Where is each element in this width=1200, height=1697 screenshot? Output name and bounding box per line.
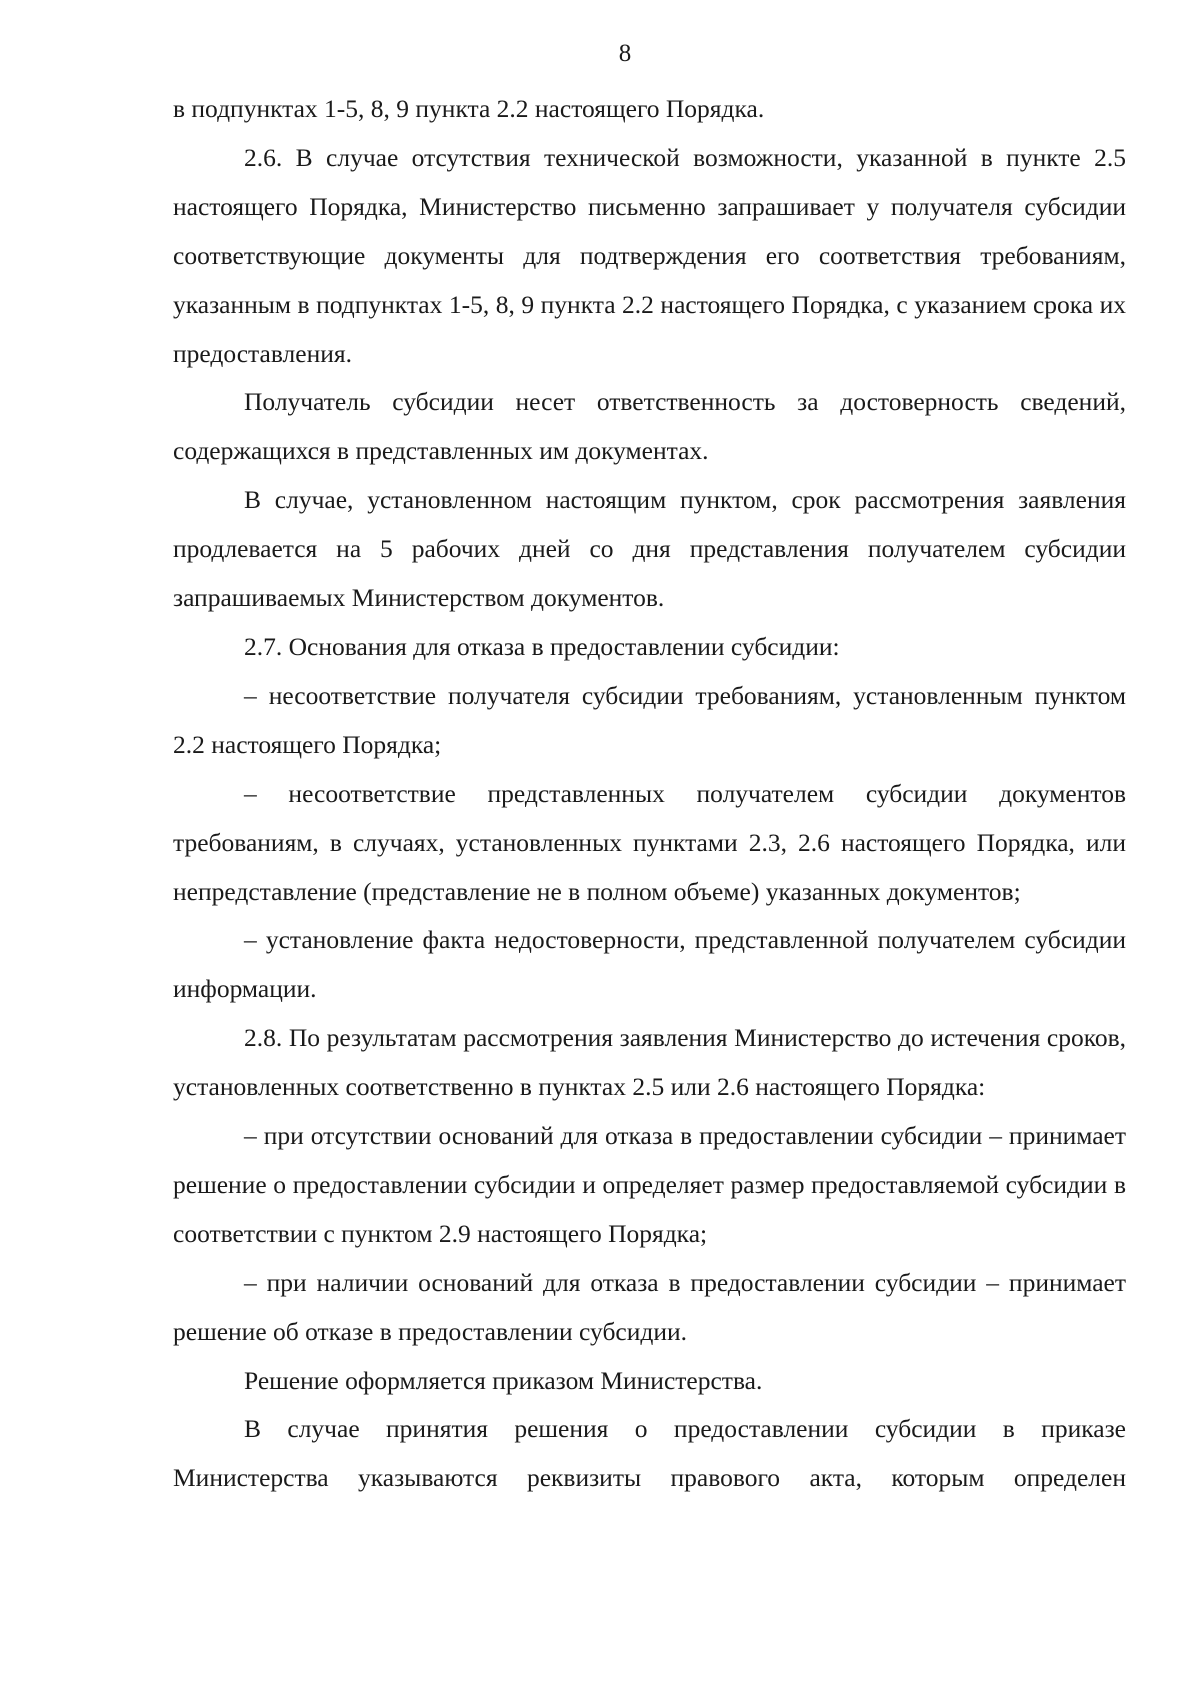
list-item: – при наличии оснований для отказа в предоставлении субсидии – принимает решение об отказе в предоставлении субсидии.: [173, 1267, 1126, 1346]
paragraph-decision: Решение оформляется приказом Министерства.: [244, 1365, 763, 1395]
page-number: 8: [618, 40, 632, 67]
list-item: – при отсутствии оснований для отказа в предоставлении субсидии – принимает решение о предоставлении субсидии и определяет размер предоставляемой субсидии в соответствии с пунктом 2.9 настоящего Порядка;: [173, 1121, 1126, 1248]
paragraph-2-6: 2.6. В случае отсутствия технической возможности, указанной в пункте 2.5 настоящего Порядка, Министерство письменно запрашивает у получателя субсидии соответствующие документы для подтверждения его соответствия требованиям, указанным в подпунктах 1-5, 8, 9 пункта 2.2 настоящего Порядка, с указанием срока их предоставления.: [173, 142, 1126, 368]
document-body: [173, 85, 1126, 1503]
paragraph-2-8: 2.8. По результатам рассмотрения заявления Министерство до истечения сроков, установленных соответственно в пунктах 2.5 или 2.6 настоящего Порядка:: [173, 1023, 1126, 1102]
paragraph-2-7-heading: 2.7. Основания для отказа в предоставлении субсидии:: [244, 631, 840, 661]
paragraph-term-extension: В случае, установленном настоящим пунктом, срок рассмотрения заявления продлевается на 5 рабочих дней со дня представления получателем субсидии запрашиваемых Министерством документов.: [173, 485, 1126, 613]
paragraph: в подпунктах 1-5, 8, 9 пункта 2.2 настоящего Порядка.: [173, 94, 765, 123]
paragraph-responsibility: Получатель субсидии несет ответственность за достоверность сведений, содержащихся в представленных им документах.: [173, 387, 1126, 466]
list-item: – установление факта недостоверности, представленной получателем субсидии информации.: [173, 925, 1126, 1004]
paragraph-order-details: В случае принятия решения о предоставлении субсидии в приказе Министерства указываются реквизиты правового акта, которым определен: [173, 1414, 1126, 1493]
list-item: – несоответствие получателя субсидии требованиям, установленным пунктом 2.2 настоящего Порядка;: [173, 680, 1126, 759]
list-item: – несоответствие представленных получателем субсидии документов требованиям, в случаях, установленных пунктами 2.3, 2.6 настоящего Порядка, или непредставление (представление не в полном объеме) указанных документов;: [173, 778, 1126, 906]
